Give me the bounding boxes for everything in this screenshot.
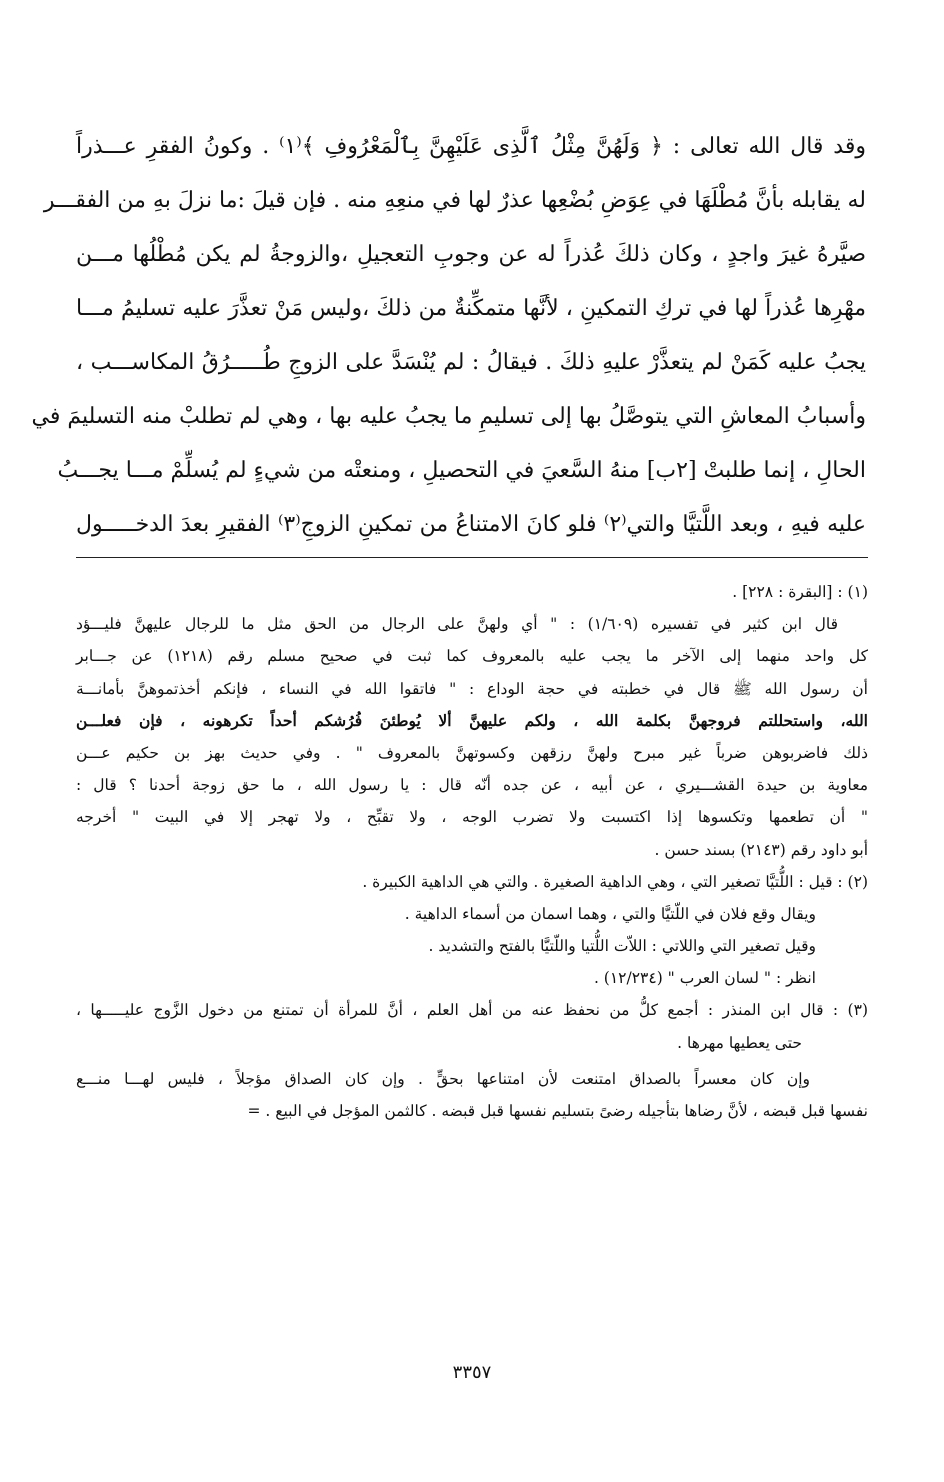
main-text-line: الحالِ ، إنما طلبتْ [٢ب] منهُ السَّعيَ في التحصيلِ ، ومنعتْه من شيءٍ لم يُسلِّمْ مـــا يجـــبُ — [57, 458, 866, 483]
footnotes-section — [76, 576, 868, 1127]
footnote-line: حتى يعطيها مهرها . — [677, 1033, 802, 1052]
footnote-line: انظر : " لسان العرب " (١٢/٢٣٤) . — [593, 969, 816, 988]
main-text-line: يجبُ عليه كَمَنْ لم يتعذَّرْ عليهِ ذلكَ . فيقالُ : لم يُنْسَدَّ على الزوجِ طُـــــرُقُ المكاســـب ، — [76, 350, 866, 375]
footnote-line: (١) : [البقرة : ٢٢٨] . — [732, 583, 868, 601]
main-text-line: وقد قال الله تعالى : ﴿ وَلَهُنَّ مِثْلُ ٱلَّذِى عَلَيْهِنَّ بِٱلْمَعْرُوفِ ﴾⁽١⁾ . وكونُ الفقرِ عـــذراً — [76, 134, 866, 159]
footnote-line: " أن تطعمها وتكسوها إذا اكتسبت ولا تضرب الوجه ، ولا تقبِّح ، ولا تهجر إلا في البيت " أخرجه — [76, 808, 868, 827]
main-text-line: عليه فيهِ ، وبعد اللَّتيَّا والتي⁽٢⁾ فلو كانَ الامتناعُ من تمكينِ الزوجِ⁽٣⁾ الفقيرِ بعدَ الدخـــــول — [76, 512, 866, 537]
footnote-line: نفسها قبل قبضه ، لأنَّ رضاها بتأجيله رضىً بتسليم نفسها قبل قبضه . كالثمن المؤجل في البيع . = — [247, 1102, 868, 1120]
main-text-body — [31, 120, 866, 552]
footnote-line: كل واحد منهما إلى الآخر ما يجب عليه بالمعروف كما ثبت في صحيح مسلم رقم (١٢١٨) عن جـــابر — [76, 647, 868, 666]
footnote-line: وقيل تصغير التي واللاتي : اللاّت اللُّتيا واللّتيَّا بالفتح والتشديد . — [428, 937, 816, 956]
footnote-line: وإن كان معسراً بالصداق امتنعت لأن امتناعها بحقٍّ . وإن كان الصداق مؤجلاً ، فليس لهـــا منـــع — [76, 1069, 810, 1088]
main-text-line: مهْرِها عُذراً لها في تركِ التمكينِ ، لأنَّها متمكِّنةٌ من ذلكَ ،وليس مَنْ تعذَّرَ عليه تسليمُ مـــا — [76, 296, 866, 321]
page-number: ٣٣٥٧ — [452, 1362, 492, 1383]
footnote-divider — [76, 557, 868, 558]
main-text-line: له يقابله بأنَّ مُطْلَهَا في عِوَضِ بُضْعِها عذرٌ لها في منعِهِ منه . فإن قيلَ :ما نزلَ بهِ من الفقـــر — [43, 188, 866, 213]
footnote-line: معاوية بن حيدة القشـــيري ، عن أبيه ، عن جده أنّه قال : يا رسول الله ، ما حق زوجة أحدنا ؟ قال : — [76, 776, 868, 795]
footnote-line: ويقال وقع فلان في اللّتيَّا والتي ، وهما اسمان من أسماء الداهية . — [404, 904, 816, 923]
footnote-line: (٣) : قال ابن المنذر : أجمع كلُّ من نحفظ عنه من أهل العلم ، أنَّ للمرأة أن تمتنع من دخول الزَّوج عليـــــها ، — [76, 1001, 868, 1020]
footnote-line: ذلك فاضربوهن ضرباً غير مبرح ولهنَّ رزقهن وكسوتهنَّ بالمعروف " . وفي حديث بهز بن حكيم عـــن — [76, 743, 868, 762]
footnote-line: أن رسول الله ﷺ قال في خطبته في حجة الوداع : " فاتقوا الله في النساء ، فإنكم أخذتموهنَّ بأمانـــة — [76, 679, 868, 698]
footnote-line: (٢) : قيل : اللُّتيَّا تصغير التي ، وهي الداهية الصغيرة . والتي هي الداهية الكبيرة . — [362, 872, 868, 891]
footnote-line: أبو داود رقم (٢١٤٣) بسند حسن . — [654, 840, 868, 859]
main-text-line: وأسبابُ المعاشِ التي يتوصَّلُ بها إلى تسليمِ ما يجبُ عليه بها ، وهي لم تطلبْ منه التسليمَ في — [31, 404, 866, 429]
footnote-line: قال ابن كثير في تفسيره (١/٦٠٩) : " أي ولهنَّ على الرجال من الحق مثل ما للرجال عليهنَّ فليـــؤد — [76, 615, 838, 634]
footnote-line: الله، واستحللتم فروجهنَّ بكلمة الله ، ولكم عليهنَّ ألا يُوطئنَ فُرُشكم أحداً تكرهونه ، فإن فعلـــن — [76, 710, 868, 730]
main-text-line: صيَّرهُ غيرَ واجدٍ ، وكان ذلكَ عُذراً له عن وجوبِ التعجيلِ ،والزوجةُ لم يكن مُطْلُها مـــن — [76, 242, 866, 267]
